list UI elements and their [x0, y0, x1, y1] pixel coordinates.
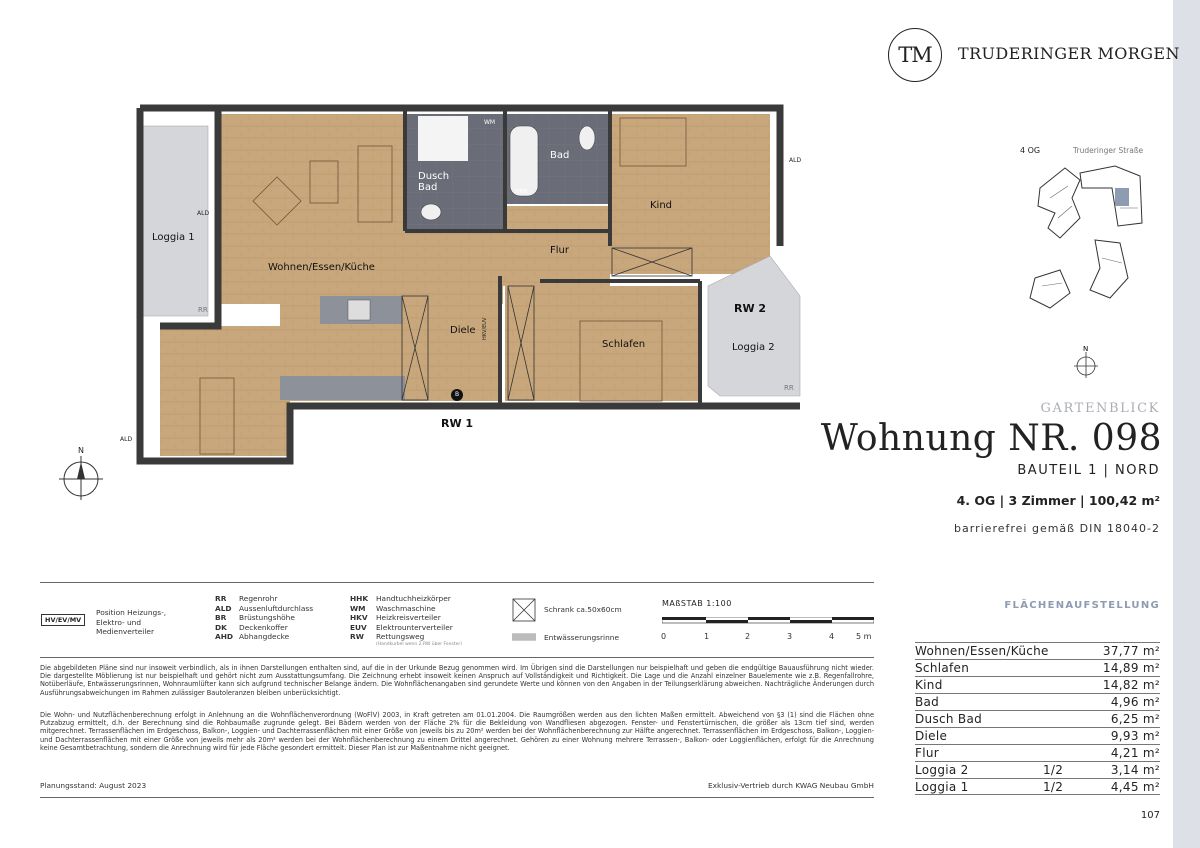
accessible-note: barrierefrei gemäß DIN 18040-2 [954, 522, 1160, 535]
legend-divider-top [40, 582, 874, 583]
keyplan-building-a [1038, 168, 1080, 238]
area-value: 6,25 m² [1110, 712, 1160, 726]
area-row [915, 676, 1160, 693]
rw1-label: RW 1 [441, 417, 474, 430]
legend-text: Brüstungshöhe [239, 613, 295, 622]
scale-num: 4 [829, 632, 835, 641]
schrank-symbol [512, 598, 536, 622]
room-diele-label: Diele [450, 325, 476, 336]
area-name: Flur [915, 746, 939, 760]
scale-bar [662, 617, 874, 625]
rinne-symbol [512, 632, 536, 642]
legend-col1 [215, 594, 313, 642]
floor-essen [160, 326, 290, 456]
legend-code: DK [215, 622, 227, 632]
disclaimer-paragraph-1: Die abgebildeten Pläne sind nur insoweit verbindlich, als in ihnen Darstellungen enthalten sind, auf die in der Urkunde Bezug genommen wird. Im Übrigen sind die Darstellungen nur beispielhaft und geben die endgültige Bauausführung nicht wieder. Die dargestellte Möblierung ist nur beispielhaft und gehört nicht zum Ausstattungsumfang. Die Zeichnung erhebt insoweit keinen Anspruch auf Vollständigkeit und Richtigkeit. Die Lage und die Anzahl einzelner Bauelemente wie z.B. Regenfallrohre, Notüberläufe, Entwässerungsrinnen, Wohnraumlüfter kann sich aufgrund technischer Belange ändern. Die Wohnflächenangaben sind gerundete Werte und können von den Angaben in der Teilungserklärung abweichen. Nachträgliche Änderungen durch Ausführungsabweichungen im Rahmen zulässiger Bautoleranzen bleiben unberücksichtigt. [40, 664, 874, 697]
area-row [915, 642, 1160, 659]
legend-divider-bottom [40, 657, 874, 658]
area-name: Loggia 2 [915, 763, 969, 777]
keyplan-street: Truderinger Straße [1073, 146, 1144, 155]
legend-code: AHD [215, 632, 234, 641]
ald-mark-kind: ALD [789, 157, 802, 164]
page-title: Wohnung NR. 098 [820, 418, 1162, 459]
area-row [915, 778, 1160, 795]
wm-mark: WM [484, 119, 496, 126]
scale-num: 0 [661, 632, 667, 641]
unit-specs: 4. OG | 3 Zimmer | 100,42 m² [956, 493, 1160, 508]
legend-text: Waschmaschine [376, 603, 436, 613]
schrank-label: Schrank ca.50x60cm [544, 605, 622, 614]
areas-heading: FLÄCHENAUFSTELLUNG [1004, 600, 1160, 611]
area-factor: 1/2 [1043, 763, 1064, 777]
area-value: 4,21 m² [1110, 746, 1160, 760]
scale-title: MAßSTAB 1:100 [662, 599, 732, 608]
area-name: Bad [915, 695, 940, 709]
legend-text: Rettungsweg [376, 632, 425, 641]
room-duschbad-label: Dusch Bad [418, 171, 450, 193]
brand-monogram: TM [898, 43, 932, 67]
legend-code: RR [215, 594, 227, 603]
area-row [915, 727, 1160, 744]
sales-note: Exklusiv-Vertrieb durch KWAG Neubau GmbH [707, 781, 874, 790]
keyplan-building-c [1030, 270, 1070, 308]
legend-text: Aussenluftdurchlass [239, 603, 314, 613]
rr-mark-loggia2: RR [784, 384, 794, 392]
area-value: 4,96 m² [1110, 695, 1160, 709]
area-name: Schlafen [915, 661, 970, 675]
rw2-label: RW 2 [734, 302, 767, 315]
room-schlafen-label: Schlafen [602, 339, 646, 350]
brand-name: TRUDERINGER MORGEN [958, 44, 1180, 63]
area-value: 4,45 m² [1110, 780, 1160, 794]
room-kind-label: Kind [650, 200, 673, 211]
area-value: 14,89 m² [1102, 661, 1160, 675]
area-row [915, 693, 1160, 710]
legend-code: ALD [215, 603, 232, 613]
keyplan-north-label: N [1083, 345, 1089, 353]
keyplan-north-arrow [1072, 344, 1100, 380]
hkv-mark: HKV/EUV [482, 317, 488, 340]
kitchen-counter [280, 376, 405, 400]
area-name: Dusch Bad [915, 712, 983, 726]
legend-text: Elektrounterverteiler [376, 622, 453, 632]
ald-mark-essen: ALD [120, 436, 133, 443]
legend-col2 [350, 594, 453, 642]
area-row [915, 659, 1160, 676]
cooktop [348, 300, 370, 320]
legend-box-text: Position Heizungs-, Elektro- und Medienverteiler [96, 608, 167, 636]
area-name: Diele [915, 729, 948, 743]
legend-rw-note: (Handkurbel wenn 2.RW über Fenster) [376, 642, 462, 647]
area-factor: 1/2 [1043, 780, 1064, 794]
scale-num: 1 [704, 632, 710, 641]
area-name: Loggia 1 [915, 780, 969, 794]
bad-toilet [579, 126, 595, 150]
room-wohnen-label: Wohnen/Essen/Küche [268, 262, 375, 273]
legend-text: Deckenkoffer [239, 622, 288, 632]
north-label: N [78, 446, 84, 455]
section-label: BAUTEIL 1 | NORD [1017, 463, 1160, 478]
legend-code: HKV [350, 613, 368, 622]
kicker: GARTENBLICK [1040, 401, 1160, 416]
rr-mark-loggia1: RR [198, 306, 208, 314]
room-loggia1-label: Loggia 1 [152, 232, 195, 243]
hhk-mark: HHK [515, 188, 528, 195]
keyplan-floor: 4 OG [1020, 146, 1041, 155]
planning-date: Planungsstand: August 2023 [40, 781, 147, 790]
keyplan-unit-highlight [1115, 188, 1129, 206]
keyplan-building-d [1090, 240, 1128, 298]
keyplan-building-b [1080, 166, 1142, 226]
rinne-label: Entwässerungsrinne [544, 633, 620, 642]
area-name: Kind [915, 678, 943, 692]
area-value: 37,77 m² [1102, 644, 1160, 658]
room-loggia2-label: Loggia 2 [732, 342, 775, 353]
shower-tray [418, 116, 468, 161]
legend-code: HHK [350, 594, 369, 603]
legend-text: Regenrohr [239, 594, 278, 603]
legend-box-code: HV/EV/MV [41, 614, 85, 626]
legend-text: Abhangdecke [239, 632, 290, 641]
area-row [915, 744, 1160, 761]
legend-code: RW [350, 632, 364, 641]
legend-text: Handtuchheizkörper [376, 594, 451, 603]
loggia-1 [140, 126, 208, 316]
area-name: Wohnen/Essen/Küche [915, 644, 1049, 658]
loggia-2 [708, 256, 800, 396]
room-bad-label: Bad [550, 150, 570, 161]
keyplan-map [1010, 158, 1160, 328]
area-value: 14,82 m² [1102, 678, 1160, 692]
scale-num: 5 m [856, 632, 872, 641]
ald-mark-loggia1: ALD [197, 210, 210, 217]
disclaimer-divider [40, 797, 874, 798]
page-number: 107 [1140, 810, 1160, 821]
duschbad-toilet [421, 204, 441, 220]
disclaimer-paragraph-2: Die Wohn- und Nutzflächenberechnung erfolgt in Anlehnung an die Wohnflächenverordnung (WoFlV) 2003, in Kraft getreten am 01.01.2004. Die Raumgrößen werden aus den lichten Maßen ermittelt. Abweichend von §3 (1) sind die Flächen ohne Putzabzug ermittelt, d.h. der Berechnung sind die Rohbaumaße zugrunde gelegt. Bei Bädern werden von der Fläche 2% für die Bekleidung von Wandfliesen abgezogen. Fenster- und Fenstertürnischen, die größer als 13cm tief sind, werden mitgerechnet. Terrassenflächen im Erdgeschoss, Balkon-, Loggien- und Dachterrassenflächen mit einer Größe von jeweils bis zu 20m² werden bei der Wohnflächenberechnung zur Hälfte angerechnet. Terrassenflächen im Erdgeschoss, Balkon-, Loggien- und Dachterrassenflächen mit einer Größe von jeweils mehr als 20m² werden bei der Wohnflächenberechnung zu einem Drittel angerechnet. Gehören zu einer Wohnung mehrere Terrassen-, Balkon- oder Loggienflächen, erfolgt für die Anrechnung keine Gesamtbetrachtung, sondern die Anrechnung wird für jede Fläche gesondert ermittelt. Dieser Plan ist zur Maßentnahme nicht geeignet. [40, 711, 874, 752]
legend-code: EUV [350, 622, 367, 632]
area-value: 9,93 m² [1110, 729, 1160, 743]
legend-code: WM [350, 603, 366, 613]
area-row [915, 761, 1160, 778]
area-row [915, 710, 1160, 727]
bathtub [510, 126, 538, 196]
side-strip [1173, 0, 1200, 848]
area-value: 3,14 m² [1110, 763, 1160, 777]
scale-num: 2 [745, 632, 751, 641]
room-flur-label: Flur [550, 245, 569, 256]
legend-text: Heizkreisverteiler [376, 613, 441, 622]
legend-code: BR [215, 613, 227, 622]
b-mark: B [451, 389, 463, 401]
scale-num: 3 [787, 632, 793, 641]
brand-logo [888, 28, 942, 82]
floor-kind [610, 114, 770, 274]
